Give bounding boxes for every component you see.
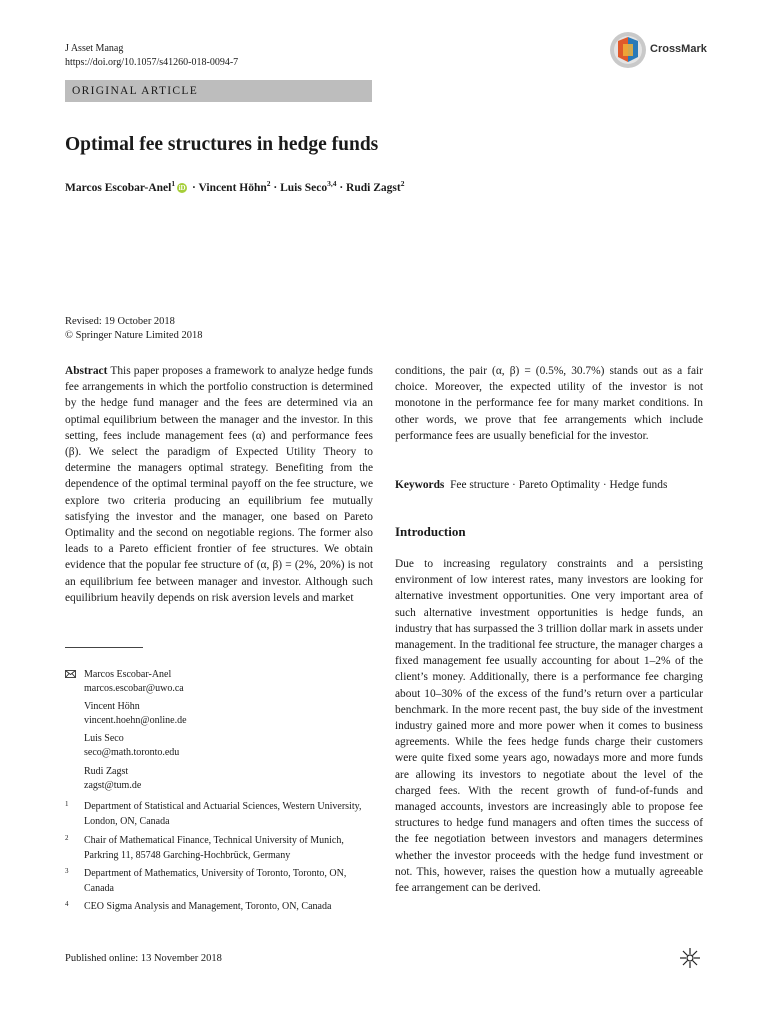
article-type-banner: ORIGINAL ARTICLE bbox=[65, 80, 372, 102]
contact-email[interactable]: vincent.hoehn@online.de bbox=[84, 714, 187, 726]
published-date: Published online: 13 November 2018 bbox=[65, 953, 222, 964]
introduction-text: Due to increasing regulatory constraints and a persisting environment of low interest rates, many investors are looking for alternative investment opportunities. One very important area of such alternative investment opportunities is hedge funds, an industry that has surpassed the 3 trillion dollar mark in assets under management. In the traditional fee structure, the manager charges a fixed management fee usually accounting for about 1–2% of the client’s money. Additionally, there is a performance fee charging about 10–30% of the excess of the fund’s return over a particular benchmark. In the more recent past, the buy side of the investment industry gained more and more power when it comes to business agreements. While the fees hedge funds charge their customers were quite fixed some years ago, nowadays more and more funds are allowing its investors to negotiate about the level of the charged fees. With the recent growth of fund-of-funds and managed accounts, investors are increasingly able to propose fee structures to hedge fund managers and often times the success of the fee negotiation between investors and managers determines whether the investor proceeds with the hedge fund investment or not. This, however, raises the question how a mutually agreeable fee arrangement can be derived. bbox=[395, 558, 703, 895]
abstract-right: conditions, the pair (α, β) = (0.5%, 30.7%) stands out as a fair choice. Moreover, the expected utility of the investor is not monotone in the performance fee for many market conditions. In other words, we prove that fee arrangements which include performance fees are usually beneficial for the investor. bbox=[395, 365, 703, 442]
keywords-label: Keywords bbox=[395, 479, 445, 491]
author-affiliation-mark: 2 bbox=[400, 179, 405, 188]
introduction-heading: Introduction bbox=[395, 524, 466, 539]
author-name[interactable]: Vincent Höhn bbox=[198, 181, 267, 194]
revised-date: Revised: 19 October 2018 bbox=[65, 316, 175, 327]
author-list bbox=[65, 179, 404, 194]
author-name[interactable]: Marcos Escobar-Anel bbox=[65, 181, 172, 194]
affiliation-text: CEO Sigma Analysis and Management, Toronto, ON, Canada bbox=[84, 901, 332, 912]
contact-name: Rudi Zagst bbox=[84, 766, 129, 777]
crossmark-badge[interactable] bbox=[609, 30, 724, 70]
author-affiliation-mark: 2 bbox=[266, 179, 271, 188]
affiliation-text: Department of Mathematics, University of Toronto, Toronto, ON, Canada bbox=[84, 868, 347, 894]
orcid-icon[interactable]: iD bbox=[178, 184, 186, 193]
affiliation-number: 1 bbox=[65, 800, 69, 808]
keywords-text: Fee structure · Pareto Optimality · Hedge funds bbox=[450, 479, 668, 491]
footnote-divider bbox=[65, 647, 143, 648]
crossmark-label: CrossMark bbox=[650, 43, 707, 55]
springer-logo-icon bbox=[679, 947, 701, 969]
keywords bbox=[395, 477, 703, 493]
journal-name: J Asset Manag bbox=[65, 43, 124, 54]
contact-name: Vincent Höhn bbox=[84, 701, 140, 712]
affiliation-number: 3 bbox=[65, 867, 69, 875]
publication-meta bbox=[65, 315, 202, 343]
contact-email[interactable]: marcos.escobar@uwo.ca bbox=[84, 682, 184, 694]
author-name[interactable]: Rudi Zagst bbox=[346, 181, 401, 194]
author-affiliation-mark: 1 bbox=[171, 179, 176, 188]
contact-entry bbox=[84, 700, 187, 727]
contact-entry bbox=[84, 668, 184, 695]
affiliation-text: Chair of Mathematical Finance, Technical University of Munich, Parkring 11, 85748 Garching-Hochbrück, Germany bbox=[84, 835, 344, 861]
contact-name: Luis Seco bbox=[84, 733, 124, 744]
contact-name: Marcos Escobar-Anel bbox=[84, 669, 172, 680]
contact-email[interactable]: seco@math.toronto.edu bbox=[84, 746, 180, 758]
crossmark-icon bbox=[609, 31, 647, 69]
abstract-left bbox=[65, 363, 373, 606]
doi-link[interactable]: https://doi.org/10.1057/s41260-018-0094-7 bbox=[65, 57, 239, 68]
copyright: © Springer Nature Limited 2018 bbox=[65, 330, 203, 341]
affiliation-text: Department of Statistical and Actuarial Sciences, Western University, London, ON, Canada bbox=[84, 801, 362, 827]
abstract-text: This paper proposes a framework to analyze hedge funds fee arrangements in which the portfolio construction is determined by the hedge fund manager and the fees are determined via an optimal equilibrium between the manager and the investor. In this setting, fees include management fees (α) and performance fees (β). We select the paradigm of Expected Utility Theory to determine the managers optimal strategy. Benefiting from the dependence of the optimal terminal payoff on the fee structure, we explore two criteria producing an equilibrium fee mutually satisfying the investor and the manager, one based on Pareto Optimality and the second on negotiable regions. The former also leads to a Pareto efficient frontier of fee structures. We obtain evidence that the popular fee structure of (α, β) = (2%, 20%) is not an equilibrium fee between manager and investor. Although such equilibrium heavily depends on risk aversion levels and market bbox=[65, 365, 373, 604]
contact-entry bbox=[84, 765, 141, 792]
affiliation-number: 4 bbox=[65, 900, 69, 908]
affiliation-number: 2 bbox=[65, 834, 69, 842]
author-affiliation-mark: 3,4 bbox=[327, 179, 337, 188]
abstract-label: Abstract bbox=[65, 365, 108, 377]
contact-email[interactable]: zagst@tum.de bbox=[84, 779, 142, 791]
envelope-icon bbox=[65, 670, 76, 678]
author-separator: · bbox=[270, 181, 281, 194]
contact-entry bbox=[84, 732, 179, 759]
author-separator: · bbox=[189, 181, 199, 194]
article-title: Optimal fee structures in hedge funds bbox=[65, 134, 379, 155]
author-separator: · bbox=[336, 181, 347, 194]
author-name[interactable]: Luis Seco bbox=[280, 181, 328, 194]
